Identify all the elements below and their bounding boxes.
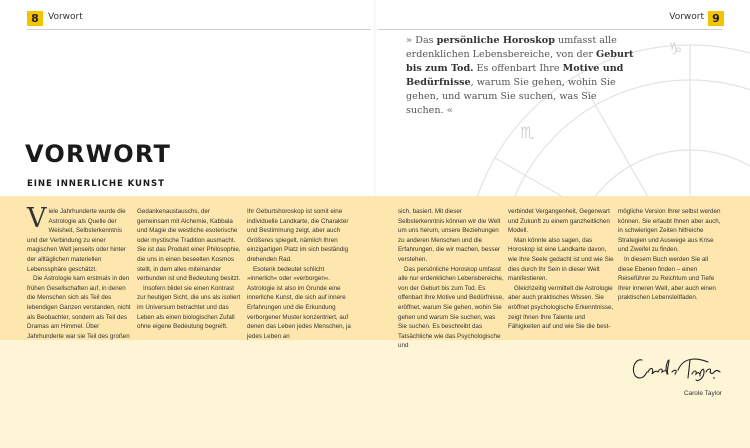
text-column-2 xyxy=(137,207,243,332)
paragraph-text: iele Jahrhunderte wurde die Astrologie als Quelle der Weisheit, Selbsterkenntnis und der Verbindung zu einer magischen Welt jenseits oder hinter der alltäglichen materiellen Lebenssphäre geschätzt. xyxy=(27,208,126,273)
page-number-left: 8 xyxy=(27,11,43,26)
body-paragraph: Insofern bildet sie einen Kontrast zur heutigen Sicht, die uns als isoliert im Universum betrachtet und das Leben als einen biologischen Zufall ohne eigene Bedeutung begreift. xyxy=(137,284,241,331)
body-paragraph: sich, basiert. Mit dieser Selbsterkenntnis können wir die Welt um uns herum, unsere Beziehungen zu anderen Menschen und die Erfahrungen, die wir machen, besser verstehen. xyxy=(398,208,501,263)
quote-emphasis: Motive und Bedürfnisse xyxy=(406,63,624,88)
zodiac-glyph-icon: ♑ xyxy=(668,39,683,58)
quote-text: Das xyxy=(412,35,437,46)
text-column-1 xyxy=(27,203,133,341)
body-paragraph: Ihr Geburtshoroskop ist somit eine individuelle Landkarte, die Charakter und Bestimmung zeigt, aber auch Größeres spiegelt, nämlich Ihren einzigartigen Platz im sich beständig drehenden Rad. xyxy=(247,208,349,263)
drop-cap: V xyxy=(27,203,47,234)
zodiac-glyph-icon: ♏ xyxy=(520,123,535,142)
body-paragraph: Die Astrologie kam erstmals in den frühen Gesellschaften auf, in denen die Menschen sich als Teil des lebendigen Ganzen verstanden, nicht als Beobachter, sondern als Teil des Dramas am Himmel. Über Jahrhunderte war sie Teil des großen xyxy=(27,275,131,340)
body-paragraph: verbindet Vergangenheit, Gegenwart und Zukunft zu einem ganzheitlichen Modell. xyxy=(508,208,610,235)
pull-quote xyxy=(406,34,634,118)
quote-open-mark: » xyxy=(406,35,413,46)
body-paragraph: Das persönliche Horoskop umfasst alle nur erdenklichen Lebensbereiche, von der Geburt bis zum Tod. Es offenbart Ihre Motive und Bedürfnisse, eröffnet, warum Sie gehen, wohin Sie gehen und warum Sie suchen, was Sie suchen. Es beschreibt das Tatsächliche wie das Psychologische und xyxy=(398,265,504,350)
quote-text: , warum Sie gehen, wohin Sie gehen, und warum Sie suchen, was Sie suchen. xyxy=(406,77,616,116)
handwritten-signature xyxy=(628,348,722,388)
body-paragraph: mögliche Version Ihrer selbst werden können. Sie erlaubt Ihnen aber auch, in schwierigen Zeiten hilfreiche Strategien und Auswege aus Krise und Zweifel zu finden. xyxy=(618,208,721,254)
header-rule-right xyxy=(378,29,722,30)
chapter-subtitle: EINE INNERLICHE KUNST xyxy=(27,179,165,189)
chapter-title: VORWORT xyxy=(25,140,172,168)
body-paragraph: Esoterik bedeutet schlicht »innerlich« oder »verborgen«. Astrologie ist also im Grunde eine innerliche Kunst, die sich auf innere Erfahrungen und die Erkundung verborgener Muster konzentriert, auf denen das Leben jedes Menschen, ja jedes Leben an xyxy=(247,265,351,340)
text-column-4 xyxy=(398,207,504,351)
body-paragraph: In diesem Buch werden Sie all diese Ebenen finden – einen Reiseführer zu Reichtum und Tiefe Ihrer inneren Welt, aber auch einen praktischen Lebensleitfaden. xyxy=(618,255,716,302)
quote-text: umfasst alle erdenklichen Lebensbereiche, von der xyxy=(406,35,617,60)
body-paragraph: Man könnte also sagen, das Horoskop ist eine Landkarte davon, wie Ihre Seele gedacht ist und wie Sie dies durch Ihr Sein in dieser Welt manifestieren. xyxy=(508,236,614,283)
text-column-5 xyxy=(508,207,614,332)
quote-emphasis: persönliche Horoskop xyxy=(436,35,555,46)
body-paragraph: Gleichzeitig vermittelt die Astrologie aber auch praktisches Wissen. Sie eröffnet psychologische Erkenntnisse, zeigt Ihnen Ihre Talente und Fähigkeiten auf und wie Sie die best- xyxy=(508,284,614,331)
text-column-3 xyxy=(247,207,353,341)
body-paragraph xyxy=(27,203,133,274)
text-column-6 xyxy=(618,207,724,303)
running-title-right: Vorwort xyxy=(669,12,704,22)
quote-emphasis: Geburt bis zum Tod. xyxy=(406,49,634,74)
page-number-right: 9 xyxy=(708,11,724,26)
running-title-left: Vorwort xyxy=(48,12,83,22)
quote-text: Es offenbart Ihre xyxy=(473,63,563,74)
body-paragraph: Gedankenaustauschs, der gemeinsam mit Alchemie, Kabbala und Magie die westliche esoterische oder mystische Tradition ausmacht. Sie ist das Produkt einer Philosophie, die uns in einen beseelten Kosmos stellt, in dem alles miteinander verbunden ist und Bedeutung besitzt. xyxy=(137,208,241,283)
quote-close-mark: « xyxy=(446,105,453,116)
header-rule-left xyxy=(27,29,371,30)
author-name: Carole Taylor xyxy=(683,390,722,397)
